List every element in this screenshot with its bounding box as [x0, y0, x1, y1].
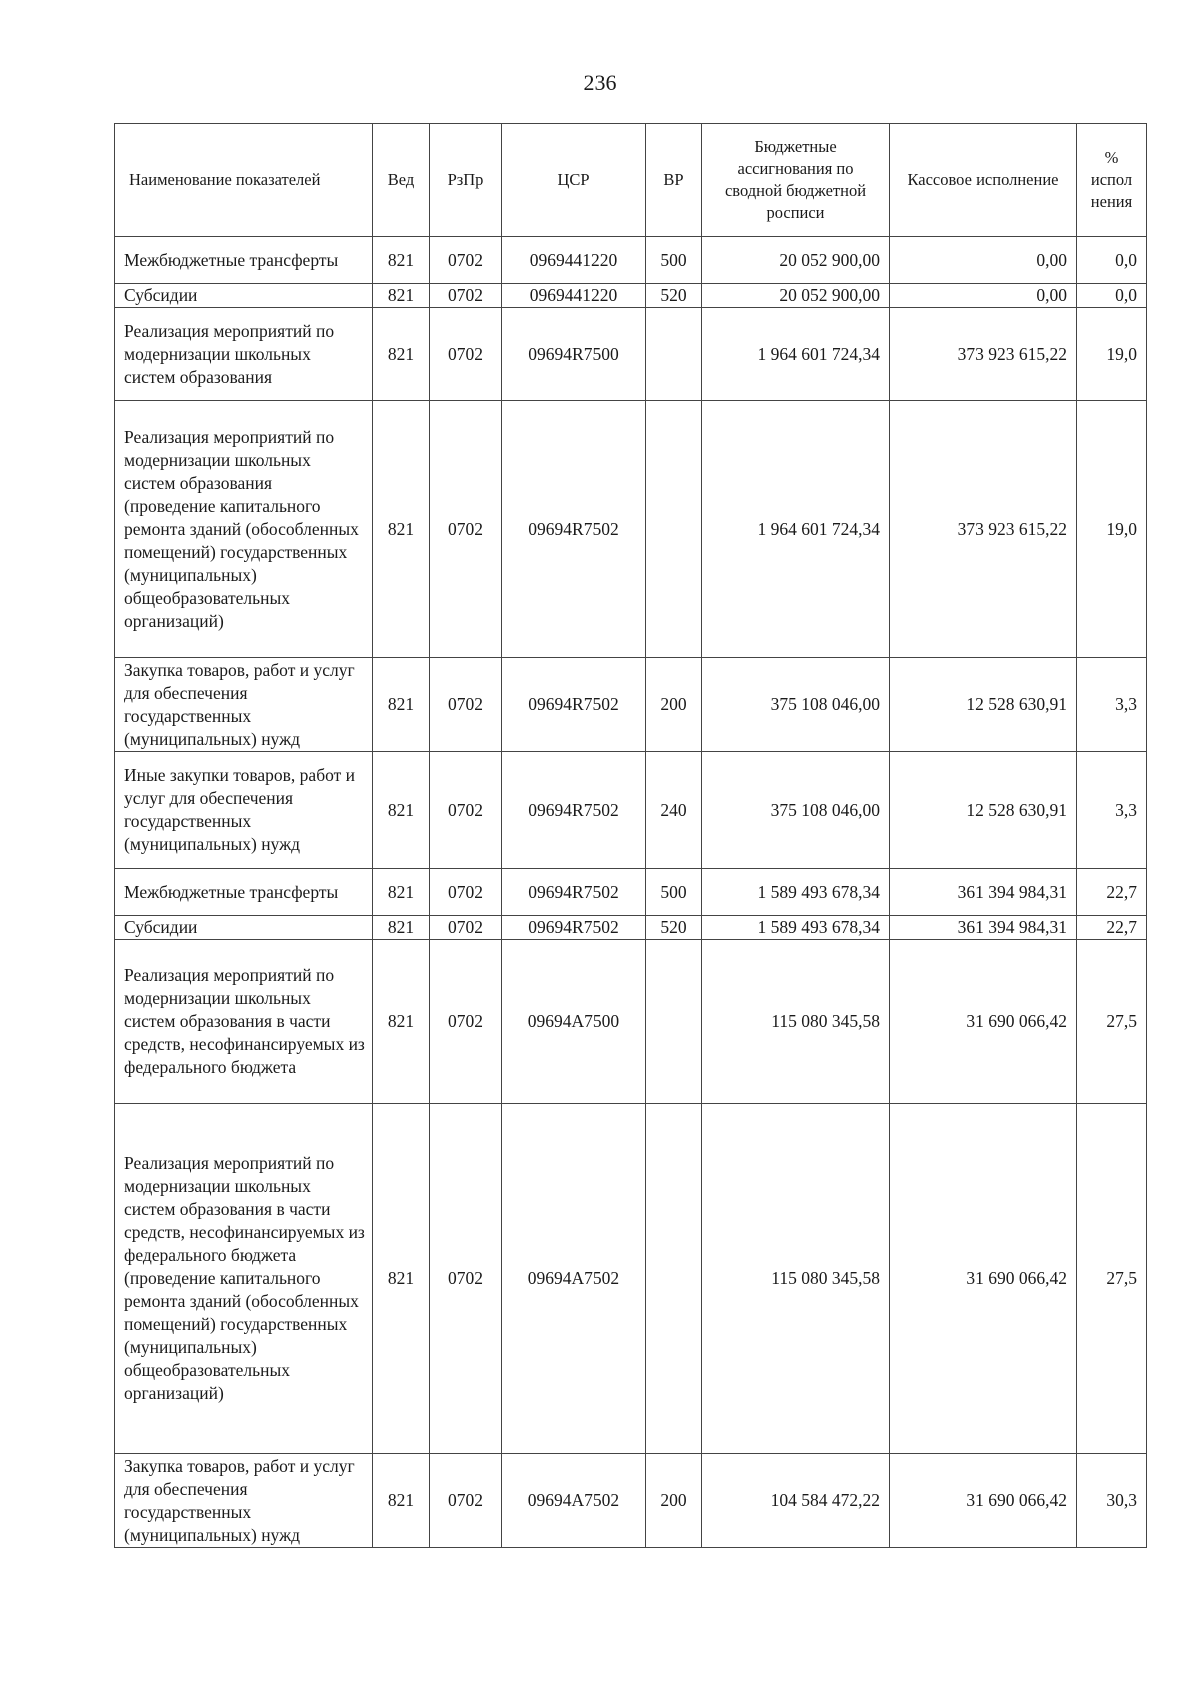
row-assignments: 1 589 493 678,34 — [702, 869, 890, 916]
row-rzpr: 0702 — [430, 284, 502, 308]
row-rzpr: 0702 — [430, 1104, 502, 1454]
row-vr — [646, 308, 702, 401]
row-name: Межбюджетные трансферты — [115, 237, 373, 284]
row-rzpr: 0702 — [430, 237, 502, 284]
row-csr: 09694R7500 — [502, 308, 646, 401]
row-vr — [646, 1104, 702, 1454]
row-name: Реализация мероприятий по модернизации школьных систем образования — [115, 308, 373, 401]
budget-table — [114, 123, 1147, 1548]
row-cash-execution: 373 923 615,22 — [890, 401, 1077, 658]
row-vr: 200 — [646, 658, 702, 752]
row-ved: 821 — [373, 401, 430, 658]
row-assignments: 115 080 345,58 — [702, 940, 890, 1104]
row-vr: 200 — [646, 1454, 702, 1548]
row-percent: 27,5 — [1077, 940, 1147, 1104]
row-percent: 27,5 — [1077, 1104, 1147, 1454]
row-csr: 09694R7502 — [502, 869, 646, 916]
table-header-row — [115, 124, 1147, 237]
row-vr: 240 — [646, 752, 702, 869]
row-vr: 520 — [646, 284, 702, 308]
header-ved: Вед — [373, 124, 430, 237]
row-assignments: 375 108 046,00 — [702, 752, 890, 869]
row-assignments: 1 589 493 678,34 — [702, 916, 890, 940]
row-ved: 821 — [373, 916, 430, 940]
table-row — [115, 1104, 1147, 1454]
header-csr: ЦСР — [502, 124, 646, 237]
row-ved: 821 — [373, 308, 430, 401]
row-cash-execution: 361 394 984,31 — [890, 869, 1077, 916]
row-vr: 500 — [646, 237, 702, 284]
header-cash-execution: Кассовое исполнение — [890, 124, 1077, 237]
row-ved: 821 — [373, 658, 430, 752]
table-row — [115, 284, 1147, 308]
row-name: Закупка товаров, работ и услуг для обеспечения государственных (муниципальных) нужд — [115, 1454, 373, 1548]
page-number: 236 — [583, 70, 617, 95]
row-vr: 520 — [646, 916, 702, 940]
row-rzpr: 0702 — [430, 940, 502, 1104]
row-name: Реализация мероприятий по модернизации школьных систем образования в части средств, несофинансируемых из федерального бюджета — [115, 940, 373, 1104]
row-vr: 500 — [646, 869, 702, 916]
row-vr — [646, 940, 702, 1104]
row-csr: 09694R7502 — [502, 916, 646, 940]
table-row — [115, 916, 1147, 940]
table-row — [115, 401, 1147, 658]
table-row — [115, 308, 1147, 401]
row-cash-execution: 0,00 — [890, 284, 1077, 308]
table-row — [115, 869, 1147, 916]
row-percent: 22,7 — [1077, 869, 1147, 916]
row-name: Субсидии — [115, 916, 373, 940]
row-ved: 821 — [373, 1104, 430, 1454]
row-cash-execution: 31 690 066,42 — [890, 1454, 1077, 1548]
row-csr: 0969441220 — [502, 237, 646, 284]
header-name: Наименование показателей — [115, 124, 373, 237]
row-assignments: 20 052 900,00 — [702, 284, 890, 308]
row-name: Межбюджетные трансферты — [115, 869, 373, 916]
row-rzpr: 0702 — [430, 308, 502, 401]
row-name: Реализация мероприятий по модернизации школьных систем образования в части средств, несофинансируемых из федерального бюджета (проведение капитального ремонта зданий (обособленных помещений) государственных (муниципальных) общеобразовательных организаций) — [115, 1104, 373, 1454]
row-ved: 821 — [373, 237, 430, 284]
table-row — [115, 940, 1147, 1104]
row-assignments: 1 964 601 724,34 — [702, 401, 890, 658]
table-row — [115, 1454, 1147, 1548]
row-rzpr: 0702 — [430, 869, 502, 916]
row-ved: 821 — [373, 869, 430, 916]
row-csr: 0969441220 — [502, 284, 646, 308]
row-csr: 09694R7502 — [502, 658, 646, 752]
row-rzpr: 0702 — [430, 658, 502, 752]
row-csr: 09694R7502 — [502, 401, 646, 658]
row-percent: 30,3 — [1077, 1454, 1147, 1548]
table-row — [115, 752, 1147, 869]
row-percent: 19,0 — [1077, 401, 1147, 658]
header-assignments: Бюджетные ассигнования по сводной бюджетной росписи — [702, 124, 890, 237]
row-ved: 821 — [373, 940, 430, 1104]
row-percent: 22,7 — [1077, 916, 1147, 940]
row-csr: 09694R7502 — [502, 752, 646, 869]
header-percent-execution: % испол нения — [1077, 124, 1147, 237]
row-assignments: 20 052 900,00 — [702, 237, 890, 284]
row-assignments: 115 080 345,58 — [702, 1104, 890, 1454]
row-percent: 3,3 — [1077, 752, 1147, 869]
row-cash-execution: 12 528 630,91 — [890, 752, 1077, 869]
row-assignments: 375 108 046,00 — [702, 658, 890, 752]
row-percent: 19,0 — [1077, 308, 1147, 401]
row-csr: 09694A7502 — [502, 1454, 646, 1548]
row-vr — [646, 401, 702, 658]
row-cash-execution: 12 528 630,91 — [890, 658, 1077, 752]
row-ved: 821 — [373, 752, 430, 869]
row-name: Субсидии — [115, 284, 373, 308]
header-vr: ВР — [646, 124, 702, 237]
row-cash-execution: 361 394 984,31 — [890, 916, 1077, 940]
row-cash-execution: 31 690 066,42 — [890, 940, 1077, 1104]
row-ved: 821 — [373, 1454, 430, 1548]
row-rzpr: 0702 — [430, 401, 502, 658]
row-name: Реализация мероприятий по модернизации школьных систем образования (проведение капитального ремонта зданий (обособленных помещений) государственных (муниципальных) общеобразовательных организаций) — [115, 401, 373, 658]
table-row — [115, 237, 1147, 284]
row-rzpr: 0702 — [430, 752, 502, 869]
row-name: Иные закупки товаров, работ и услуг для обеспечения государственных (муниципальных) нужд — [115, 752, 373, 869]
row-csr: 09694A7502 — [502, 1104, 646, 1454]
row-cash-execution: 373 923 615,22 — [890, 308, 1077, 401]
row-percent: 3,3 — [1077, 658, 1147, 752]
row-assignments: 104 584 472,22 — [702, 1454, 890, 1548]
row-percent: 0,0 — [1077, 284, 1147, 308]
row-rzpr: 0702 — [430, 916, 502, 940]
header-rzpr: РзПр — [430, 124, 502, 237]
row-cash-execution: 31 690 066,42 — [890, 1104, 1077, 1454]
row-cash-execution: 0,00 — [890, 237, 1077, 284]
row-percent: 0,0 — [1077, 237, 1147, 284]
row-assignments: 1 964 601 724,34 — [702, 308, 890, 401]
row-rzpr: 0702 — [430, 1454, 502, 1548]
row-ved: 821 — [373, 284, 430, 308]
table-row — [115, 658, 1147, 752]
row-name: Закупка товаров, работ и услуг для обеспечения государственных (муниципальных) нужд — [115, 658, 373, 752]
row-csr: 09694A7500 — [502, 940, 646, 1104]
